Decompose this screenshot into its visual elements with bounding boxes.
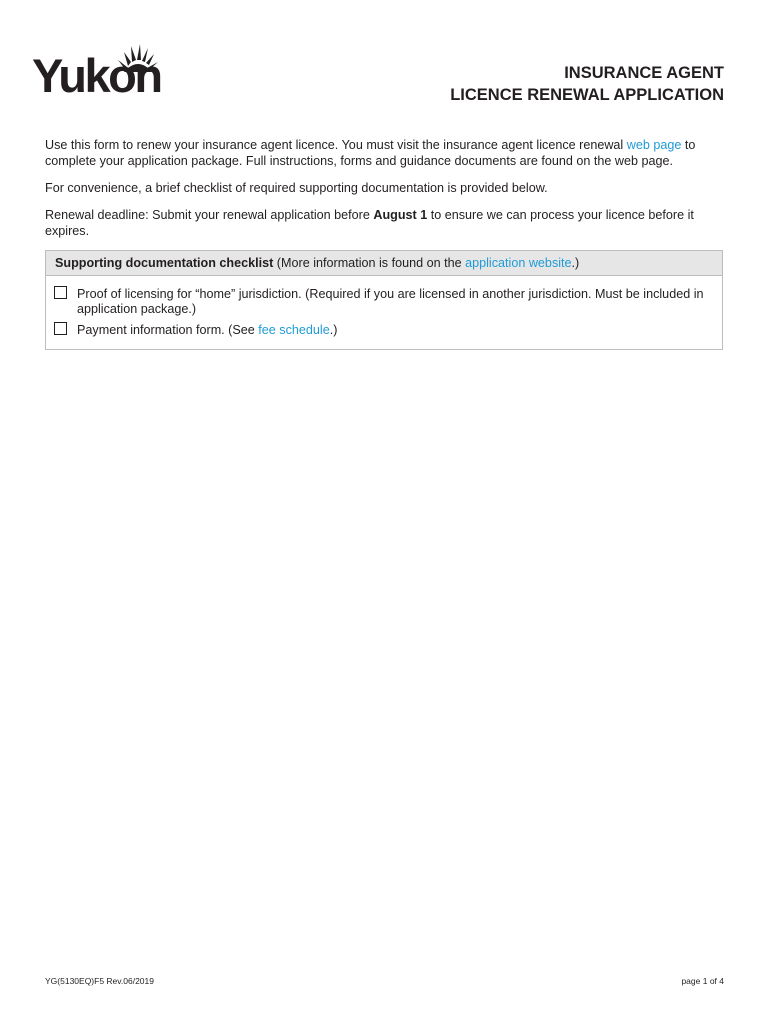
form-identifier: YG(5130EQ)F5 Rev.06/2019 xyxy=(45,976,154,986)
deadline-text-after: to ensure we can process your licence before it expires. xyxy=(45,208,694,238)
payment-text-before: Payment information form. (See xyxy=(77,323,259,337)
convenience-paragraph: For convenience, a brief checklist of required supporting documentation is provided below. xyxy=(45,181,548,195)
documentation-checklist xyxy=(45,250,723,350)
deadline-text-before: Renewal deadline: Submit your renewal application before xyxy=(45,208,374,222)
web-page-link[interactable]: web page xyxy=(626,138,682,152)
checklist-item-label: Proof of licensing for “home” jurisdiction. (Required if you are licensed in another jurisdiction. Must be included in application package.) xyxy=(77,287,704,316)
home-licensing-checkbox[interactable] xyxy=(54,286,67,299)
page-number: page 1 of 4 xyxy=(681,976,724,986)
intro-paragraph xyxy=(45,137,725,169)
fee-schedule-link[interactable]: fee schedule xyxy=(258,323,330,337)
payment-text-after: .) xyxy=(329,323,338,337)
title-line-2: LICENCE RENEWAL APPLICATION xyxy=(450,86,724,104)
payment-form-checkbox[interactable] xyxy=(54,322,67,335)
deadline-paragraph xyxy=(45,207,725,239)
deadline-date: August 1 xyxy=(373,208,428,222)
document-title xyxy=(450,62,724,106)
intro-text-before: Use this form to renew your insurance agent licence. You must visit the insurance agent licence renewal xyxy=(45,138,627,152)
yukon-logo-wordmark: Yukon xyxy=(32,49,161,102)
intro-text-after: to complete your application package. Full instructions, forms and guidance documents are found on the web page. xyxy=(45,138,696,168)
checklist-header-title: Supporting documentation checklist xyxy=(55,256,274,270)
application-website-link[interactable]: application website xyxy=(465,256,572,270)
title-line-1: INSURANCE AGENT xyxy=(564,64,724,82)
yukon-logo xyxy=(32,42,172,104)
checklist-header-text: (More information is found on the xyxy=(273,256,466,270)
checklist-header-end: .) xyxy=(571,256,580,270)
checklist-header xyxy=(46,251,722,276)
checklist-item-label xyxy=(77,323,717,338)
